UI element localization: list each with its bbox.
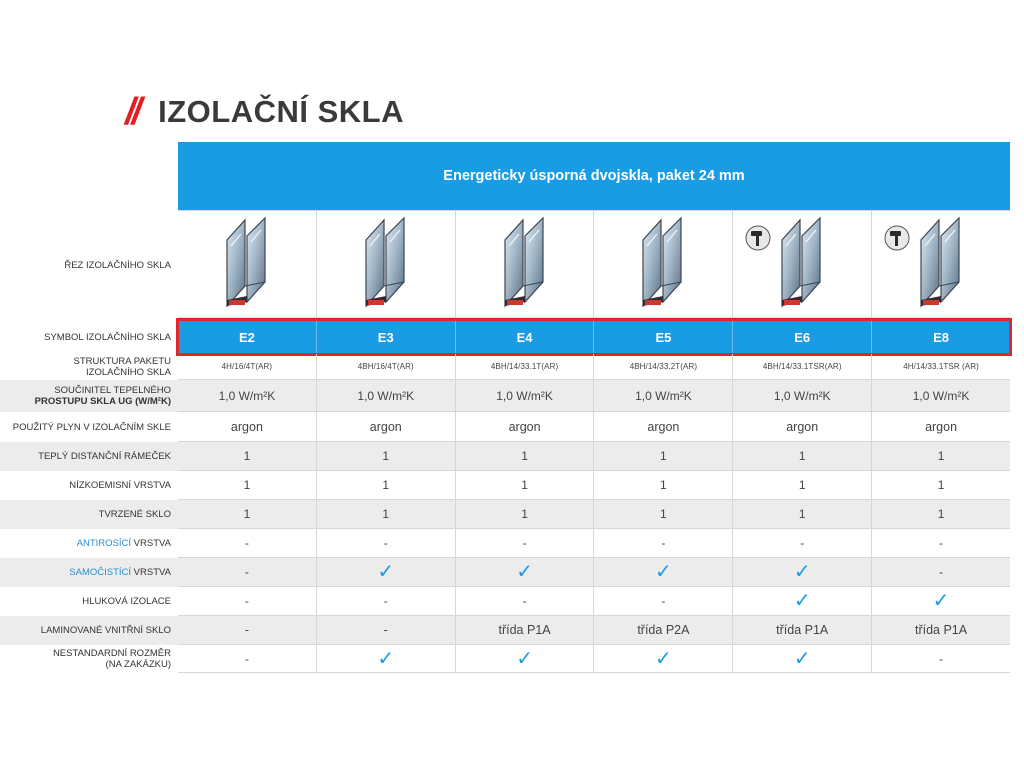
acoustic-cell: - — [178, 587, 317, 615]
check-icon: ✓ — [516, 561, 533, 583]
gas-cell: argon — [178, 412, 317, 441]
selfclean-cell: - — [178, 558, 317, 586]
selfclean-cell — [317, 558, 456, 586]
glass-section-icon — [911, 216, 971, 312]
structure-cell: 4H/14/33.1TSR (AR) — [903, 362, 979, 371]
section-cell — [872, 211, 1010, 317]
structure-cell: 4BH/14/33.1TSR(AR) — [733, 354, 872, 379]
tempered-row — [178, 500, 1010, 529]
label-symbol: SYMBOL IZOLAČNÍHO SKLA — [44, 331, 171, 343]
structure-cell: 4BH/14/33.1T(AR) — [456, 354, 595, 379]
spacer-cell: 1 — [178, 442, 317, 470]
hammer-icon — [745, 225, 771, 251]
laminated-cell: třída P1A — [733, 616, 872, 644]
label-section: ŘEZ IZOLAČNÍHO SKLA — [64, 259, 171, 271]
gas-cell: argon — [594, 412, 733, 441]
gas-cell: argon — [925, 419, 958, 434]
ug-cell: 1,0 W/m²K — [317, 380, 456, 411]
selfclean-cell: - — [939, 565, 944, 579]
label-selfclean: SAMOČISTÍCÍ VRSTVA — [0, 558, 178, 587]
page-title: IZOLAČNÍ SKLA — [158, 94, 404, 129]
symbol-cell: E3 — [317, 320, 456, 354]
custom-cell: - — [178, 645, 317, 672]
acoustic-row — [178, 587, 1010, 616]
symbol-cell: E6 — [733, 320, 872, 354]
glass-section-icon — [633, 216, 693, 312]
check-icon: ✓ — [793, 561, 811, 583]
anticond-row — [178, 529, 1010, 558]
section-images-row — [178, 210, 1010, 318]
structure-cell: 4BH/16/4T(AR) — [317, 354, 456, 379]
laminated-cell: třída P2A — [594, 616, 733, 644]
selfclean-cell — [456, 558, 595, 586]
custom-cell — [594, 645, 733, 672]
label-ug: SOUČINITEL TEPELNÉHO PROSTUPU SKLA UG (W/M²K) — [0, 380, 178, 412]
ug-cell: 1,0 W/m²K — [733, 380, 872, 411]
gas-cell: argon — [733, 412, 872, 441]
hammer-icon — [884, 225, 910, 251]
acoustic-cell: - — [456, 587, 595, 615]
ug-cell: 1,0 W/m²K — [594, 380, 733, 411]
structure-cell: 4H/16/4T(AR) — [178, 354, 317, 379]
custom-cell — [733, 645, 872, 672]
tempered-cell: 1 — [178, 500, 317, 528]
ug-row — [178, 380, 1010, 412]
lowe-cell: 1 — [594, 471, 733, 499]
glass-section-icon — [356, 216, 416, 312]
laminated-cell: - — [317, 616, 456, 644]
tempered-cell: 1 — [733, 500, 872, 528]
symbol-cell: E8 — [933, 329, 949, 345]
selfclean-row — [178, 558, 1010, 587]
spacer-cell: 1 — [317, 442, 456, 470]
check-icon: ✓ — [516, 647, 533, 670]
check-icon: ✓ — [932, 590, 950, 612]
label-acoustic: HLUKOVÁ IZOLACE — [82, 596, 171, 607]
gas-row — [178, 412, 1010, 442]
label-laminated: LAMINOVANÉ VNITŘNÍ SKLO — [0, 616, 178, 645]
laminated-cell: - — [178, 616, 317, 644]
structure-row — [178, 354, 1010, 380]
symbol-cell: E2 — [178, 320, 317, 354]
ug-cell: 1,0 W/m²K — [912, 388, 970, 403]
check-icon: ✓ — [793, 590, 811, 612]
tempered-cell: 1 — [937, 507, 945, 521]
tempered-cell: 1 — [594, 500, 733, 528]
label-lowe: NÍZKOEMISNÍ VRSTVA — [69, 480, 171, 491]
acoustic-cell — [872, 587, 1010, 615]
check-icon: ✓ — [793, 647, 811, 670]
laminated-row — [178, 616, 1010, 645]
anticond-cell: - — [178, 529, 317, 557]
symbol-cell: E4 — [456, 320, 595, 354]
tempered-cell: 1 — [456, 500, 595, 528]
symbol-row — [178, 320, 1010, 354]
lowe-cell: 1 — [937, 478, 945, 492]
symbol-cell: E5 — [594, 320, 733, 354]
gas-cell: argon — [456, 412, 595, 441]
spacer-cell: 1 — [456, 442, 595, 470]
anticond-cell: - — [733, 529, 872, 557]
table-band-title: Energeticky úsporná dvojskla, paket 24 mm — [178, 142, 1010, 210]
gas-cell: argon — [317, 412, 456, 441]
selfclean-cell — [733, 558, 872, 586]
spacer-cell: 1 — [937, 449, 945, 463]
label-tempered: TVRZENÉ SKLO — [0, 500, 178, 529]
acoustic-cell: - — [317, 587, 456, 615]
check-icon: ✓ — [655, 561, 672, 583]
tempered-cell: 1 — [317, 500, 456, 528]
check-icon: ✓ — [655, 647, 672, 670]
ug-cell: 1,0 W/m²K — [178, 380, 317, 411]
spacer-cell: 1 — [594, 442, 733, 470]
structure-cell: 4BH/14/33.2T(AR) — [594, 354, 733, 379]
lowe-cell: 1 — [733, 471, 872, 499]
anticond-cell: - — [456, 529, 595, 557]
custom-cell — [317, 645, 456, 672]
custom-row — [178, 645, 1010, 673]
lowe-cell: 1 — [456, 471, 595, 499]
spacer-row — [178, 442, 1010, 471]
label-custom: NESTANDARDNÍ ROZMĚR (NA ZAKÁZKU) — [52, 648, 171, 670]
anticond-cell: - — [317, 529, 456, 557]
acoustic-cell — [733, 587, 872, 615]
lowe-row — [178, 471, 1010, 500]
anticond-cell: - — [939, 536, 944, 550]
label-spacer: TEPLÝ DISTANČNÍ RÁMEČEK — [0, 442, 178, 471]
laminated-cell: třída P1A — [456, 616, 595, 644]
selfclean-cell — [594, 558, 733, 586]
page-heading — [125, 90, 404, 134]
section-cell — [317, 211, 456, 317]
label-structure: STRUKTURA PAKETU IZOLAČNÍHO SKLA — [73, 356, 171, 378]
section-cell — [178, 211, 317, 317]
check-icon: ✓ — [377, 561, 395, 583]
label-anticond: ANTIROSÍCÍ VRSTVA — [76, 538, 171, 549]
glass-section-icon — [217, 216, 277, 312]
anticond-cell: - — [594, 529, 733, 557]
ug-cell: 1,0 W/m²K — [456, 380, 595, 411]
custom-cell: - — [939, 651, 944, 666]
section-cell — [594, 211, 733, 317]
label-gas: POUŽITÝ PLYN V IZOLAČNÍM SKLE — [12, 421, 171, 433]
laminated-cell: třída P1A — [914, 623, 968, 637]
spacer-cell: 1 — [733, 442, 872, 470]
acoustic-cell: - — [594, 587, 733, 615]
heading-slashes: // — [125, 90, 139, 133]
check-icon: ✓ — [377, 647, 395, 670]
custom-cell — [456, 645, 595, 672]
section-cell — [733, 211, 872, 317]
section-cell — [456, 211, 595, 317]
lowe-cell: 1 — [317, 471, 456, 499]
lowe-cell: 1 — [178, 471, 317, 499]
glass-section-icon — [772, 216, 832, 312]
glass-section-icon — [495, 216, 555, 312]
